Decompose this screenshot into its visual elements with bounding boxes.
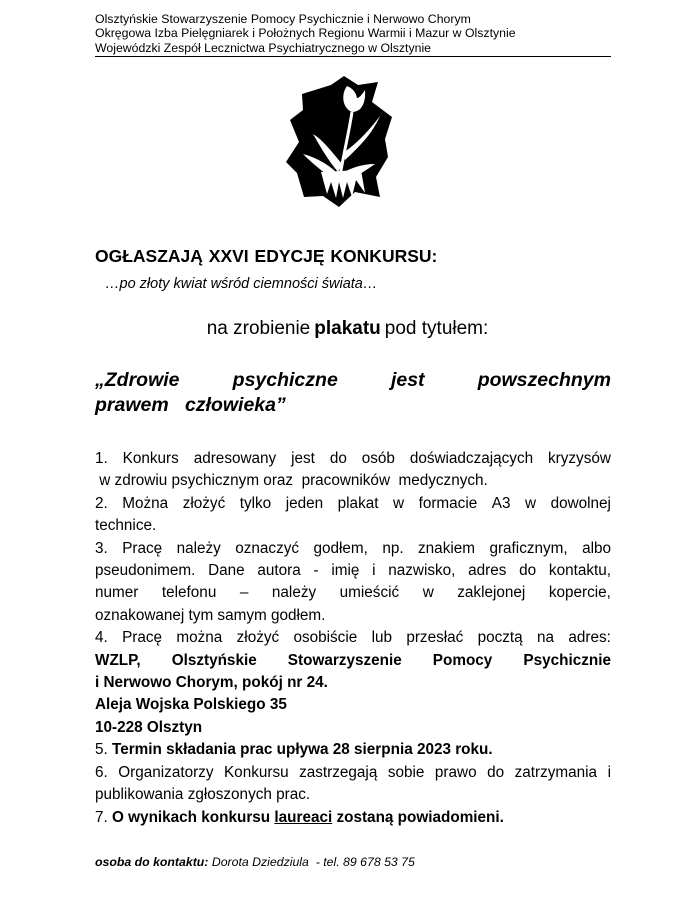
rule-7-underlined: laureaci [274, 808, 333, 826]
word: sobie [387, 763, 425, 781]
tulip-flower-icon [286, 76, 392, 207]
theme-word: „Zdrowie [95, 369, 180, 391]
word: tylko [239, 494, 272, 512]
rule-3-line-3 [95, 582, 611, 604]
word: graficznym, [489, 539, 568, 557]
contact-person [95, 855, 415, 869]
word: należy [271, 584, 317, 602]
word: lub [371, 629, 392, 647]
word: telefonu [161, 584, 217, 602]
word: prawo [434, 763, 477, 781]
contact-value: Dorota Dziedziula - tel. 89 678 53 75 [208, 855, 415, 869]
rule-7-text-2: zostaną powiadomieni. [332, 808, 504, 826]
contest-rules [95, 448, 611, 829]
word: Można [122, 494, 169, 512]
announcement-title: OGŁASZAJĄ XXVI EDYCJĘ KONKURSU: [95, 246, 438, 266]
rule-5-number: 5. [95, 741, 113, 759]
word: zastrzegają [299, 763, 378, 781]
word: do [329, 450, 347, 467]
rule-1-line-2: w zdrowiu psychicznym oraz pracowników medycznych. [95, 472, 488, 490]
word: Stowarzyszenie [287, 651, 402, 669]
word: adresowany [193, 450, 277, 467]
word: 4. [95, 629, 108, 647]
theme-line-2: prawem człowieka” [95, 394, 286, 416]
rule-2-line-2: technice. [95, 517, 157, 535]
word: i [607, 763, 611, 781]
rule-1-line-1 [95, 448, 611, 470]
word: kryzysów [548, 450, 611, 467]
word: należy [176, 539, 221, 557]
word: na [537, 629, 555, 647]
word: Pomocy [432, 651, 493, 669]
rule-7 [95, 807, 611, 829]
word: znakiem [418, 539, 475, 557]
theme-word: powszechnym [477, 369, 611, 391]
address-line-3: Aleja Wojska Polskiego 35 [95, 696, 287, 714]
rule-6-line-2: publikowania zgłoszonych prac. [95, 786, 311, 804]
word: plakat [337, 494, 379, 512]
word: godłem, [313, 539, 368, 557]
word: oznaczyć [235, 539, 300, 557]
word: jeden [285, 494, 324, 512]
rule-3-line-4: oznakowanej tym samym godłem. [95, 606, 326, 624]
word: albo [582, 539, 611, 557]
word: 3. [95, 539, 108, 557]
word: Dane [208, 562, 245, 580]
rule-4-line-1 [95, 627, 611, 649]
theme-word: jest [390, 369, 425, 391]
word: autora [257, 562, 301, 580]
theme-word: psychiczne [232, 369, 338, 391]
word: złożyć [236, 629, 280, 647]
word: można [176, 629, 223, 647]
address-line-1 [95, 650, 611, 672]
rule-3-line-1 [95, 538, 611, 560]
word: i [372, 562, 376, 580]
word: jest [291, 450, 315, 467]
word: np. [382, 539, 404, 557]
poster-line-after: pod tytułem: [384, 318, 489, 339]
word: numer [95, 584, 139, 602]
word: Olsztyńskie [171, 651, 257, 669]
word: adres: [568, 629, 611, 647]
word: Psychicznie [523, 651, 611, 669]
rule-7-text-1: O wynikach konkursu [112, 808, 275, 826]
word: dowolnej [550, 494, 611, 512]
word: imię [331, 562, 360, 580]
rule-2-line-1 [95, 493, 611, 515]
word: osób [361, 450, 395, 467]
organizer-line-1: Olsztyńskie Stowarzyszenie Pomocy Psychicznie i Nerwowo Chorym [95, 12, 471, 26]
contact-label: osoba do kontaktu: [95, 855, 209, 869]
word: w [393, 494, 405, 512]
word: A3 [491, 494, 511, 512]
word: - [313, 562, 319, 580]
word: osobiście [293, 629, 358, 647]
organizers-header [95, 12, 611, 57]
word: Pracę [122, 629, 163, 647]
poster-theme [95, 368, 611, 418]
rule-3-line-2 [95, 560, 611, 582]
rule-5-deadline: Termin składania prac upływa 28 sierpnia 2023 roku. [112, 741, 493, 759]
word: 1. [95, 450, 108, 467]
rule-5 [95, 739, 611, 761]
word: – [239, 584, 249, 602]
word: przesłać [406, 629, 464, 647]
rule-6-line-1 [95, 762, 611, 784]
word: nazwisko, [388, 562, 456, 580]
organizer-line-2: Okręgowa Izba Pielęgniarek i Położnych Regionu Warmii i Mazur w Olsztynie [95, 26, 516, 41]
word: Konkursu [223, 763, 289, 781]
address-line-2: i Nerwowo Chorym, pokój nr 24. [95, 674, 328, 692]
word: doświadczających [409, 450, 534, 467]
word: pseudonimem. [95, 562, 196, 580]
word: 2. [95, 494, 108, 512]
word: w [524, 494, 537, 512]
rule-7-number: 7. [95, 808, 113, 826]
word: WZLP, [95, 651, 141, 669]
word: Konkurs [122, 450, 179, 467]
word: do [519, 562, 537, 580]
word: do [487, 763, 505, 781]
word: umieścić [339, 584, 400, 602]
poster-line-before: na zrobienie [206, 318, 311, 339]
word: Organizatorzy [118, 763, 214, 781]
word: złożyć [182, 494, 226, 512]
word: pocztą [477, 629, 523, 647]
word: adres [468, 562, 507, 580]
word: 6. [95, 763, 108, 781]
word: kontaktu, [548, 562, 611, 580]
poster-line-bold: plakatu [314, 318, 381, 339]
word: w [422, 584, 434, 602]
word: kopercie, [548, 584, 611, 602]
contest-motto: …po złoty kwiat wśród ciemności świata… [105, 276, 378, 292]
word: zatrzymania [514, 763, 598, 781]
word: formacie [418, 494, 478, 512]
address-line-4: 10-228 Olsztyn [95, 718, 203, 736]
word: Pracę [122, 539, 163, 557]
organizer-line-3: Wojewódzki Zespół Lecznictwa Psychiatrycznego w Olsztynie [95, 40, 432, 55]
word: zaklejonej [457, 584, 526, 602]
poster-line [0, 318, 695, 340]
